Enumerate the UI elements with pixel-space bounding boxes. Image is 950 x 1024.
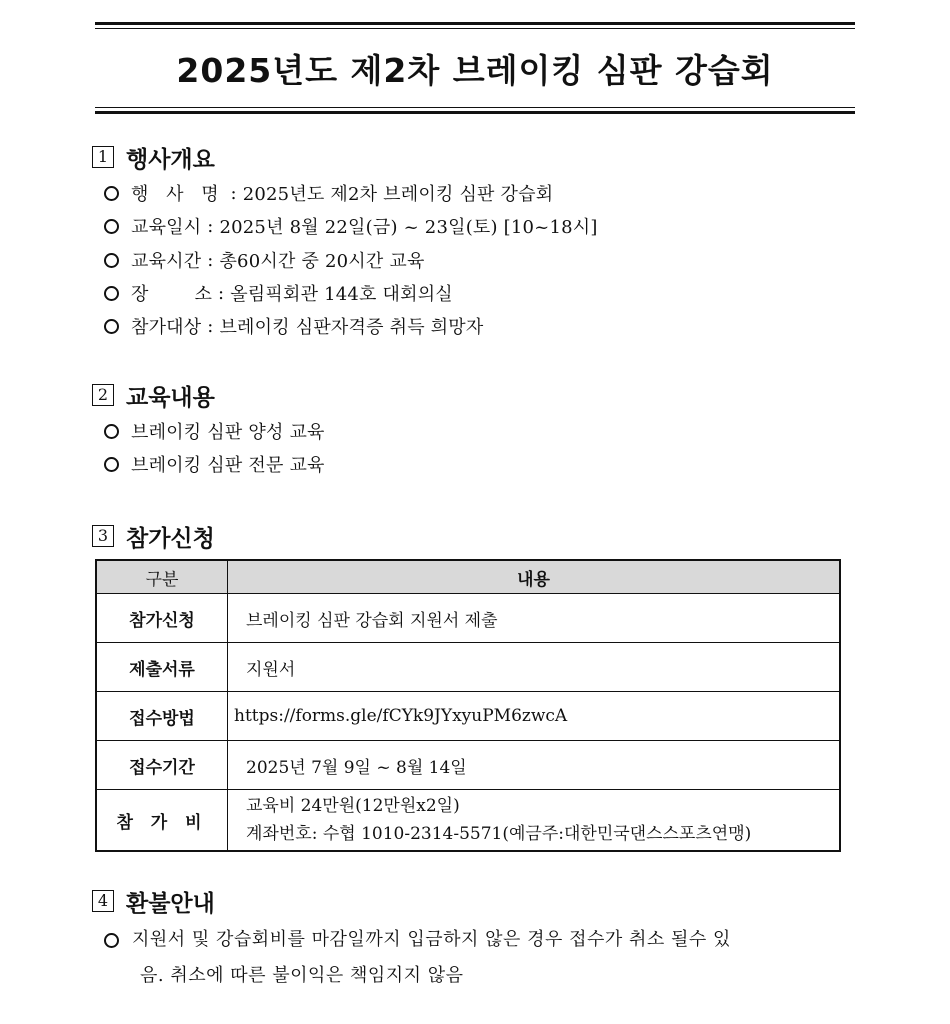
item-label: 교육시간	[131, 251, 202, 272]
overview-item-venue	[104, 280, 453, 306]
section-number: 2	[92, 384, 114, 406]
circle-bullet-icon	[104, 253, 119, 268]
item-value: 브레이킹 심판자격증 취득 희망자	[219, 317, 484, 338]
item-separator: :	[212, 282, 231, 304]
section-heading-application	[92, 522, 215, 550]
row-value: 지원서	[228, 643, 841, 692]
refund-text-line2: 음. 취소에 따른 불이익은 책임지지 않음	[140, 965, 464, 986]
circle-bullet-icon	[104, 933, 119, 948]
item-value: 2025년 8월 22일(금) ~ 23일(토) [10~18시]	[219, 217, 598, 238]
section-heading-overview	[92, 143, 215, 171]
title-box	[95, 22, 855, 114]
item-separator: :	[201, 215, 220, 237]
circle-bullet-icon	[104, 219, 119, 234]
section-number: 1	[92, 146, 114, 168]
section-heading-refund	[92, 887, 215, 915]
overview-item-datetime	[104, 213, 598, 239]
overview-item-hours	[104, 247, 425, 273]
section-title: 행사개요	[126, 146, 215, 173]
item-value: 총60시간 중 20시간 교육	[219, 251, 425, 272]
section-title: 참가신청	[126, 525, 215, 552]
table-header-category: 구분	[96, 560, 228, 594]
table-row	[96, 692, 840, 741]
item-text: 브레이킹 심판 전문 교육	[131, 455, 325, 476]
table-row	[96, 741, 840, 790]
item-label: 장 소	[131, 284, 213, 305]
table-header-content: 내용	[228, 560, 841, 594]
circle-bullet-icon	[104, 186, 119, 201]
row-label: 참가신청	[96, 594, 228, 643]
overview-item-target	[104, 313, 483, 339]
fee-amount: 교육비 24만원(12만원x2일)	[246, 796, 460, 816]
item-separator: :	[224, 182, 243, 204]
section-title: 교육내용	[126, 384, 215, 411]
item-value: 2025년도 제2차 브레이킹 심판 강습회	[242, 184, 554, 205]
item-separator: :	[201, 249, 220, 271]
content-item	[104, 451, 325, 477]
table-header-row	[96, 560, 840, 594]
table-row	[96, 594, 840, 643]
item-value: 올림픽회관 144호 대회의실	[230, 284, 453, 305]
table-row	[96, 790, 840, 852]
item-label: 참가대상	[131, 317, 202, 338]
item-separator: :	[201, 315, 220, 337]
refund-text-line1: 지원서 및 강습회비를 마감일까지 입금하지 않은 경우 접수가 취소 될수 있	[132, 929, 731, 950]
table-row	[96, 643, 840, 692]
row-label: 참 가 비	[96, 790, 228, 852]
item-label: 행 사 명	[131, 184, 225, 205]
row-value-fee	[228, 790, 841, 852]
form-link[interactable]: https://forms.gle/fCYk9JYxyuPM6zwcA	[228, 692, 841, 741]
content-item	[104, 418, 325, 444]
section-number: 3	[92, 525, 114, 547]
circle-bullet-icon	[104, 286, 119, 301]
circle-bullet-icon	[104, 424, 119, 439]
bank-account: 계좌번호: 수협 1010-2314-5571(예금주:대한민국댄스스포츠연맹)	[246, 824, 752, 844]
row-value: 2025년 7월 9일 ~ 8월 14일	[228, 741, 841, 790]
item-text: 브레이킹 심판 양성 교육	[131, 422, 325, 443]
section-title: 환불안내	[126, 890, 215, 917]
row-label: 접수기간	[96, 741, 228, 790]
circle-bullet-icon	[104, 457, 119, 472]
row-label: 접수방법	[96, 692, 228, 741]
section-heading-content	[92, 381, 215, 409]
circle-bullet-icon	[104, 319, 119, 334]
item-label: 교육일시	[131, 217, 202, 238]
application-table	[95, 559, 841, 852]
section-number: 4	[92, 890, 114, 912]
overview-item-name	[104, 180, 553, 206]
refund-notice	[104, 922, 864, 994]
row-value: 브레이킹 심판 강습회 지원서 제출	[228, 594, 841, 643]
row-label: 제출서류	[96, 643, 228, 692]
document-title: 2025년도 제2차 브레이킹 심판 강습회	[176, 51, 774, 90]
